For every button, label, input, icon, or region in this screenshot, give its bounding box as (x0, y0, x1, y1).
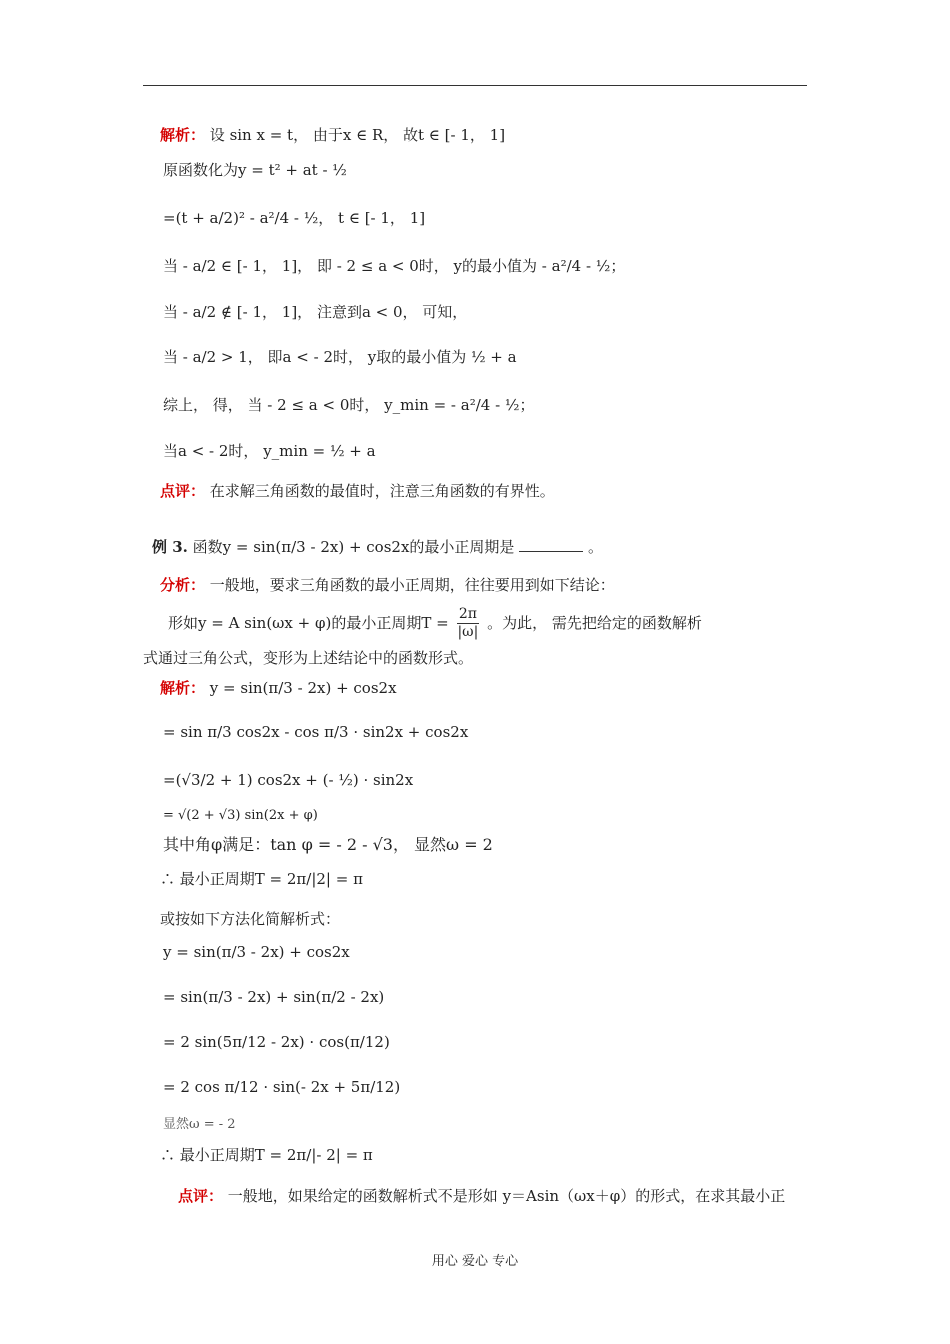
answer-blank (519, 539, 583, 552)
solution2-line-9: = sin(π/3 - 2x) + sin(π/2 - 2x) (163, 988, 385, 1006)
page-footer: 用心 爱心 专心 (431, 1254, 519, 1269)
solution2-line-6: ∴ 最小正周期T = 2π/|2| = π (160, 870, 363, 888)
label-jiexi-2: 解析： (160, 679, 206, 697)
solution2-line-3: =(√3/2 + 1) cos2x + (- ½) · sin2x (163, 771, 414, 789)
analysis-line-1: 分析： 一般地，要求三角函数的最小正周期，往往要用到如下结论： (160, 576, 615, 594)
analysis-line-3: 式通过三角公式，变形为上述结论中的函数形式。 (143, 649, 474, 667)
example-3-question: 例 3. 函数y = sin(π/3 - 2x) + cos2x的最小正周期是 。 (152, 538, 603, 556)
label-dianping-2: 点评： (178, 1187, 224, 1205)
label-jiexi: 解析： (160, 126, 206, 144)
solution2-line-11: = 2 cos π/12 · sin(- 2x + 5π/12) (163, 1078, 401, 1096)
solution-line-8: 当a < - 2时， y_min = ½ + a (163, 442, 376, 460)
solution-line-2: 原函数化为y = t² + at - ½ (163, 161, 347, 179)
solution-line-7: 综上， 得， 当 - 2 ≤ a < 0时， y_min = - a²/4 - ½； (163, 396, 535, 414)
solution2-line-10: = 2 sin(5π/12 - 2x) · cos(π/12) (163, 1033, 390, 1051)
solution-line-4: 当 - a/2 ∈ [- 1， 1]， 即 - 2 ≤ a < 0时， y的最小值为 - a²/4 - ½； (163, 257, 626, 275)
comment-line: 点评： 在求解三角函数的最值时，注意三角函数的有界性。 (160, 482, 555, 500)
solution2-line-7: 或按如下方法化简解析式： (160, 910, 341, 928)
solution2-line-13: ∴ 最小正周期T = 2π/|- 2| = π (160, 1146, 373, 1164)
solution-line-3: =(t + a/2)² - a²/4 - ½， t ∈ [- 1， 1] (163, 209, 426, 227)
header-rule (143, 85, 807, 86)
solution-line-6: 当 - a/2 > 1， 即a < - 2时， y取的最小值为 ½ + a (163, 348, 517, 366)
solution2-line-1: 解析： y = sin(π/3 - 2x) + cos2x (160, 679, 397, 697)
solution2-line-8: y = sin(π/3 - 2x) + cos2x (163, 943, 350, 961)
solution2-line-4: = √(2 + √3) sin(2x + φ) (163, 808, 318, 823)
solution2-line-2: = sin π/3 cos2x - cos π/3 · sin2x + cos2x (163, 723, 469, 741)
solution-line-5: 当 - a/2 ∉ [- 1， 1]， 注意到a < 0， 可知， (163, 303, 468, 321)
solution2-line-12: 显然ω = - 2 (163, 1117, 236, 1132)
final-comment: 点评： 一般地，如果给定的函数解析式不是形如 y＝Asin（ωx＋φ）的形式，在求其最小正 (178, 1187, 786, 1205)
label-fenxi: 分析： (160, 576, 206, 594)
label-dianping: 点评： (160, 482, 206, 500)
example-label: 例 3. (152, 538, 188, 556)
solution-line-1: 解析： 设 sin x = t， 由于x ∈ R， 故t ∈ [- 1， 1] (160, 126, 506, 144)
analysis-line-2: 形如y = A sin(ωx + φ)的最小正周期T = $\frac{2\pi}{|\omega|}$ 。为此， 需先把给定的函数解析 (168, 606, 702, 641)
period-formula-fraction: $\frac{2\pi}{|\omega|}$ (457, 606, 479, 641)
solution2-line-5: 其中角φ满足：tan φ = - 2 - √3， 显然ω = 2 (163, 835, 493, 854)
